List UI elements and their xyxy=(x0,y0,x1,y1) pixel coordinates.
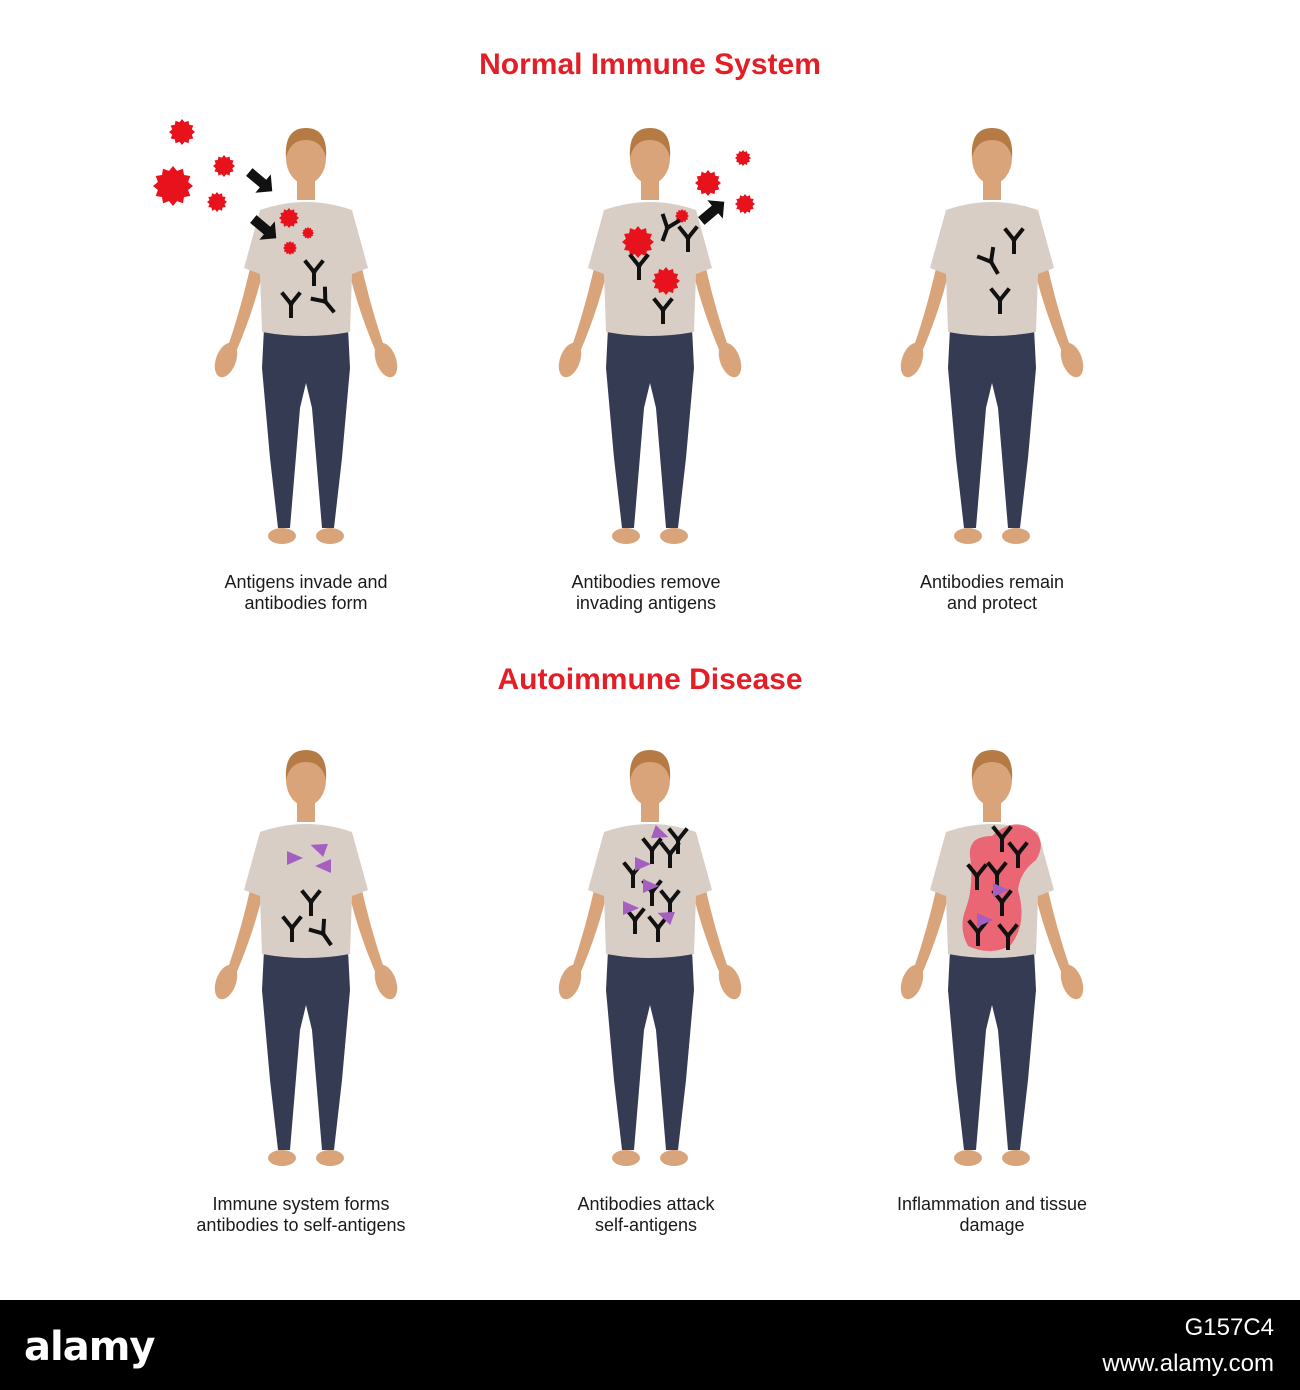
antigen-icon xyxy=(207,192,227,212)
right-foot xyxy=(316,528,344,544)
figure-auto-1 xyxy=(156,740,456,1210)
arrow-icon xyxy=(242,163,280,201)
pants xyxy=(262,950,350,1150)
person-figure-auto-2 xyxy=(500,740,800,1210)
footer-info xyxy=(1102,1314,1274,1378)
person-figure-normal-2 xyxy=(500,118,800,588)
caption-auto-1 xyxy=(131,1194,471,1236)
caption-normal-1 xyxy=(136,572,476,614)
site-url: www.alamy.com xyxy=(1102,1350,1274,1377)
person-figure-auto-3 xyxy=(842,740,1142,1210)
figure-normal-3 xyxy=(842,118,1142,588)
left-foot xyxy=(954,1150,982,1166)
caption-line: Antibodies remove xyxy=(571,572,721,592)
antigen-icon xyxy=(695,170,721,196)
person-figure-normal-1 xyxy=(156,118,456,588)
caption-normal-2 xyxy=(476,572,816,614)
antigen-icon xyxy=(213,155,235,177)
caption-auto-3 xyxy=(822,1194,1162,1236)
left-foot xyxy=(612,528,640,544)
pants xyxy=(606,950,694,1150)
pants xyxy=(606,328,694,528)
caption-line: Antibodies remain xyxy=(919,572,1065,592)
right-foot xyxy=(660,528,688,544)
title-autoimmune-disease: Autoimmune Disease xyxy=(497,663,803,696)
figure-normal-1 xyxy=(156,118,456,588)
shirt xyxy=(244,824,368,958)
title-normal-immune-system: Normal Immune System xyxy=(479,48,821,81)
caption-line: invading antigens xyxy=(575,593,717,613)
pants xyxy=(948,950,1036,1150)
person-figure-auto-1 xyxy=(156,740,456,1210)
figure-auto-3 xyxy=(842,740,1142,1210)
caption-line: self-antigens xyxy=(594,1215,698,1235)
figure-auto-2 xyxy=(500,740,800,1210)
watermark-footer xyxy=(0,1300,1300,1390)
caption-auto-2 xyxy=(476,1194,816,1236)
person-figure-normal-3 xyxy=(842,118,1142,588)
caption-line: antibodies to self-antigens xyxy=(196,1215,406,1235)
right-foot xyxy=(1002,528,1030,544)
image-id: G157C4 xyxy=(1184,1314,1274,1341)
caption-line: Immune system forms xyxy=(212,1194,390,1214)
antigen-icon xyxy=(153,166,193,206)
shirt xyxy=(588,202,712,336)
shirt xyxy=(930,202,1054,336)
caption-line: damage xyxy=(959,1215,1025,1235)
pants xyxy=(948,328,1036,528)
caption-line: Antibodies attack xyxy=(577,1194,715,1214)
antigen-icon xyxy=(735,194,755,214)
left-foot xyxy=(954,528,982,544)
right-foot xyxy=(1002,1150,1030,1166)
caption-normal-3 xyxy=(822,572,1162,614)
caption-line: Antigens invade and xyxy=(224,572,388,592)
caption-line: antibodies form xyxy=(244,593,368,613)
right-foot xyxy=(316,1150,344,1166)
caption-line: Inflammation and tissue xyxy=(896,1194,1088,1214)
antigen-icon xyxy=(735,150,751,166)
figure-normal-2 xyxy=(500,118,800,588)
brand-logo: alamy xyxy=(24,1324,155,1370)
right-foot xyxy=(660,1150,688,1166)
left-foot xyxy=(612,1150,640,1166)
left-foot xyxy=(268,1150,296,1166)
arrow-shape xyxy=(242,163,280,201)
caption-line: and protect xyxy=(946,593,1038,613)
pants xyxy=(262,328,350,528)
antigen-icon xyxy=(169,119,195,145)
left-foot xyxy=(268,528,296,544)
